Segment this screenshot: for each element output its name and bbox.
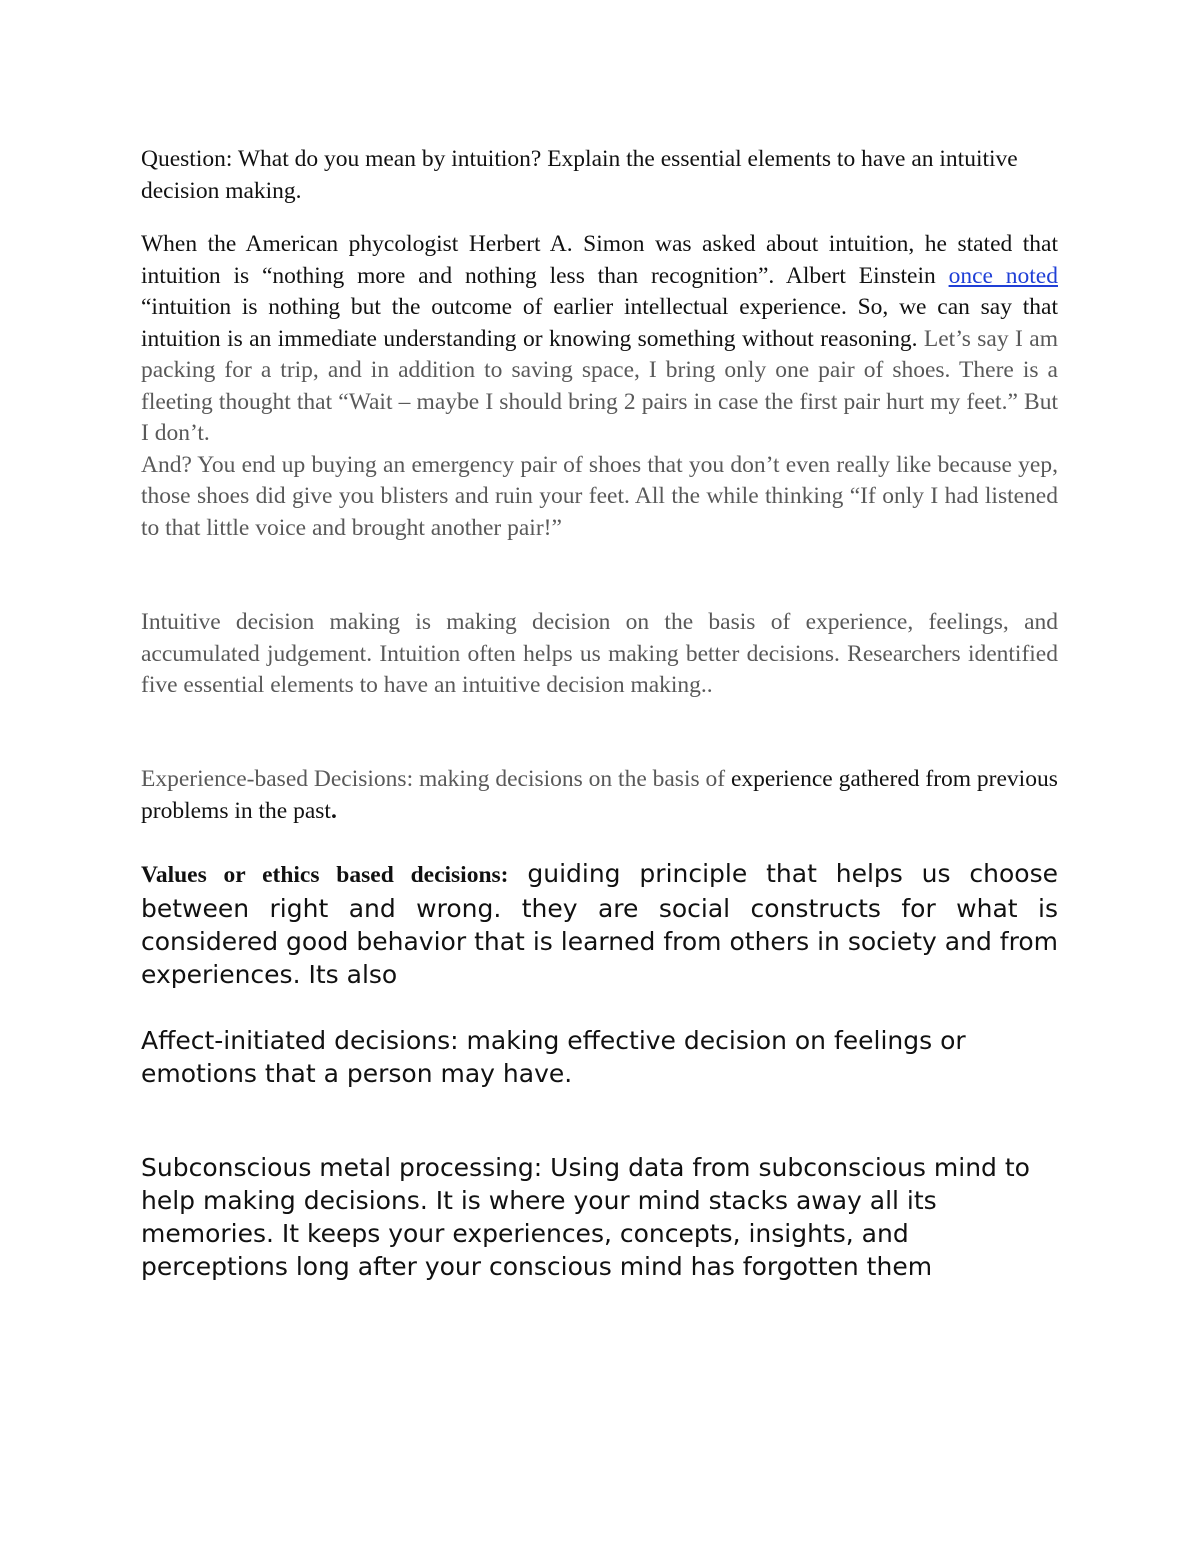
experience-end: . [330,797,337,824]
intro-example-quote: “If only I had listened to that little voice and brought another pair!” [141,483,1058,541]
experience-lead: Experience-based Decisions: making decisions on the basis of [141,766,731,792]
intro-example-outcome: And? You end up buying an emergency pair of shoes that you don’t even really like because yep, those shoes did give you blisters and ruin your feet. All the while thinking [141,451,1058,509]
intro-text-part2: “intuition is nothing but the outcome of earlier intellectual experience. So, we can say that intuition is an immediate understanding or knowing something without reasoning. [141,294,1058,352]
values-paragraph [141,857,1058,991]
definition-paragraph: Intuitive decision making is making decision on the basis of experience, feelings, and accumulated judgement. Intuition often helps us making better decisions. Researchers identified five essential elements to have an intuitive decision making.. [141,609,1058,698]
once-noted-link[interactable]: once noted [948,262,1058,289]
experience-paragraph [141,764,1058,827]
intro-paragraph [141,229,1058,544]
experience-rest: experience gathered from previous problems in the past [141,766,1058,824]
intro-text-part1: When the American phycologist Herbert A. Simon was asked about intuition, he stated that intuition is “nothing more and nothing less than recognition”. Albert Einstein [141,231,1058,289]
values-text: guiding principle that helps us choose between right and wrong. they are social constructs for what is considered good behavior that is learned from others in society and from experiences. Its also [141,859,1058,989]
affect-paragraph: Affect-initiated decisions: making effective decision on feelings or emotions that a person may have. [141,1026,966,1088]
subconscious-paragraph: Subconscious metal processing: Using data from subconscious mind to help making decisions. It is where your mind stacks away all its memories. It keeps your experiences, concepts, insights, and perceptions long after your conscious mind has forgotten them [141,1153,1030,1281]
question-heading: Question: What do you mean by intuition? Explain the essential elements to have an intuitive decision making. [141,146,1018,204]
values-label: Values or ethics based decisions: [141,862,509,888]
intro-example-shoes: Let’s say I am packing for a trip, and in addition to saving space, I bring only one pair of shoes. There is a fleeting thought that “Wait – maybe I should bring 2 pairs in case the first pair hurt my feet.” But I don’t. [141,325,1059,446]
